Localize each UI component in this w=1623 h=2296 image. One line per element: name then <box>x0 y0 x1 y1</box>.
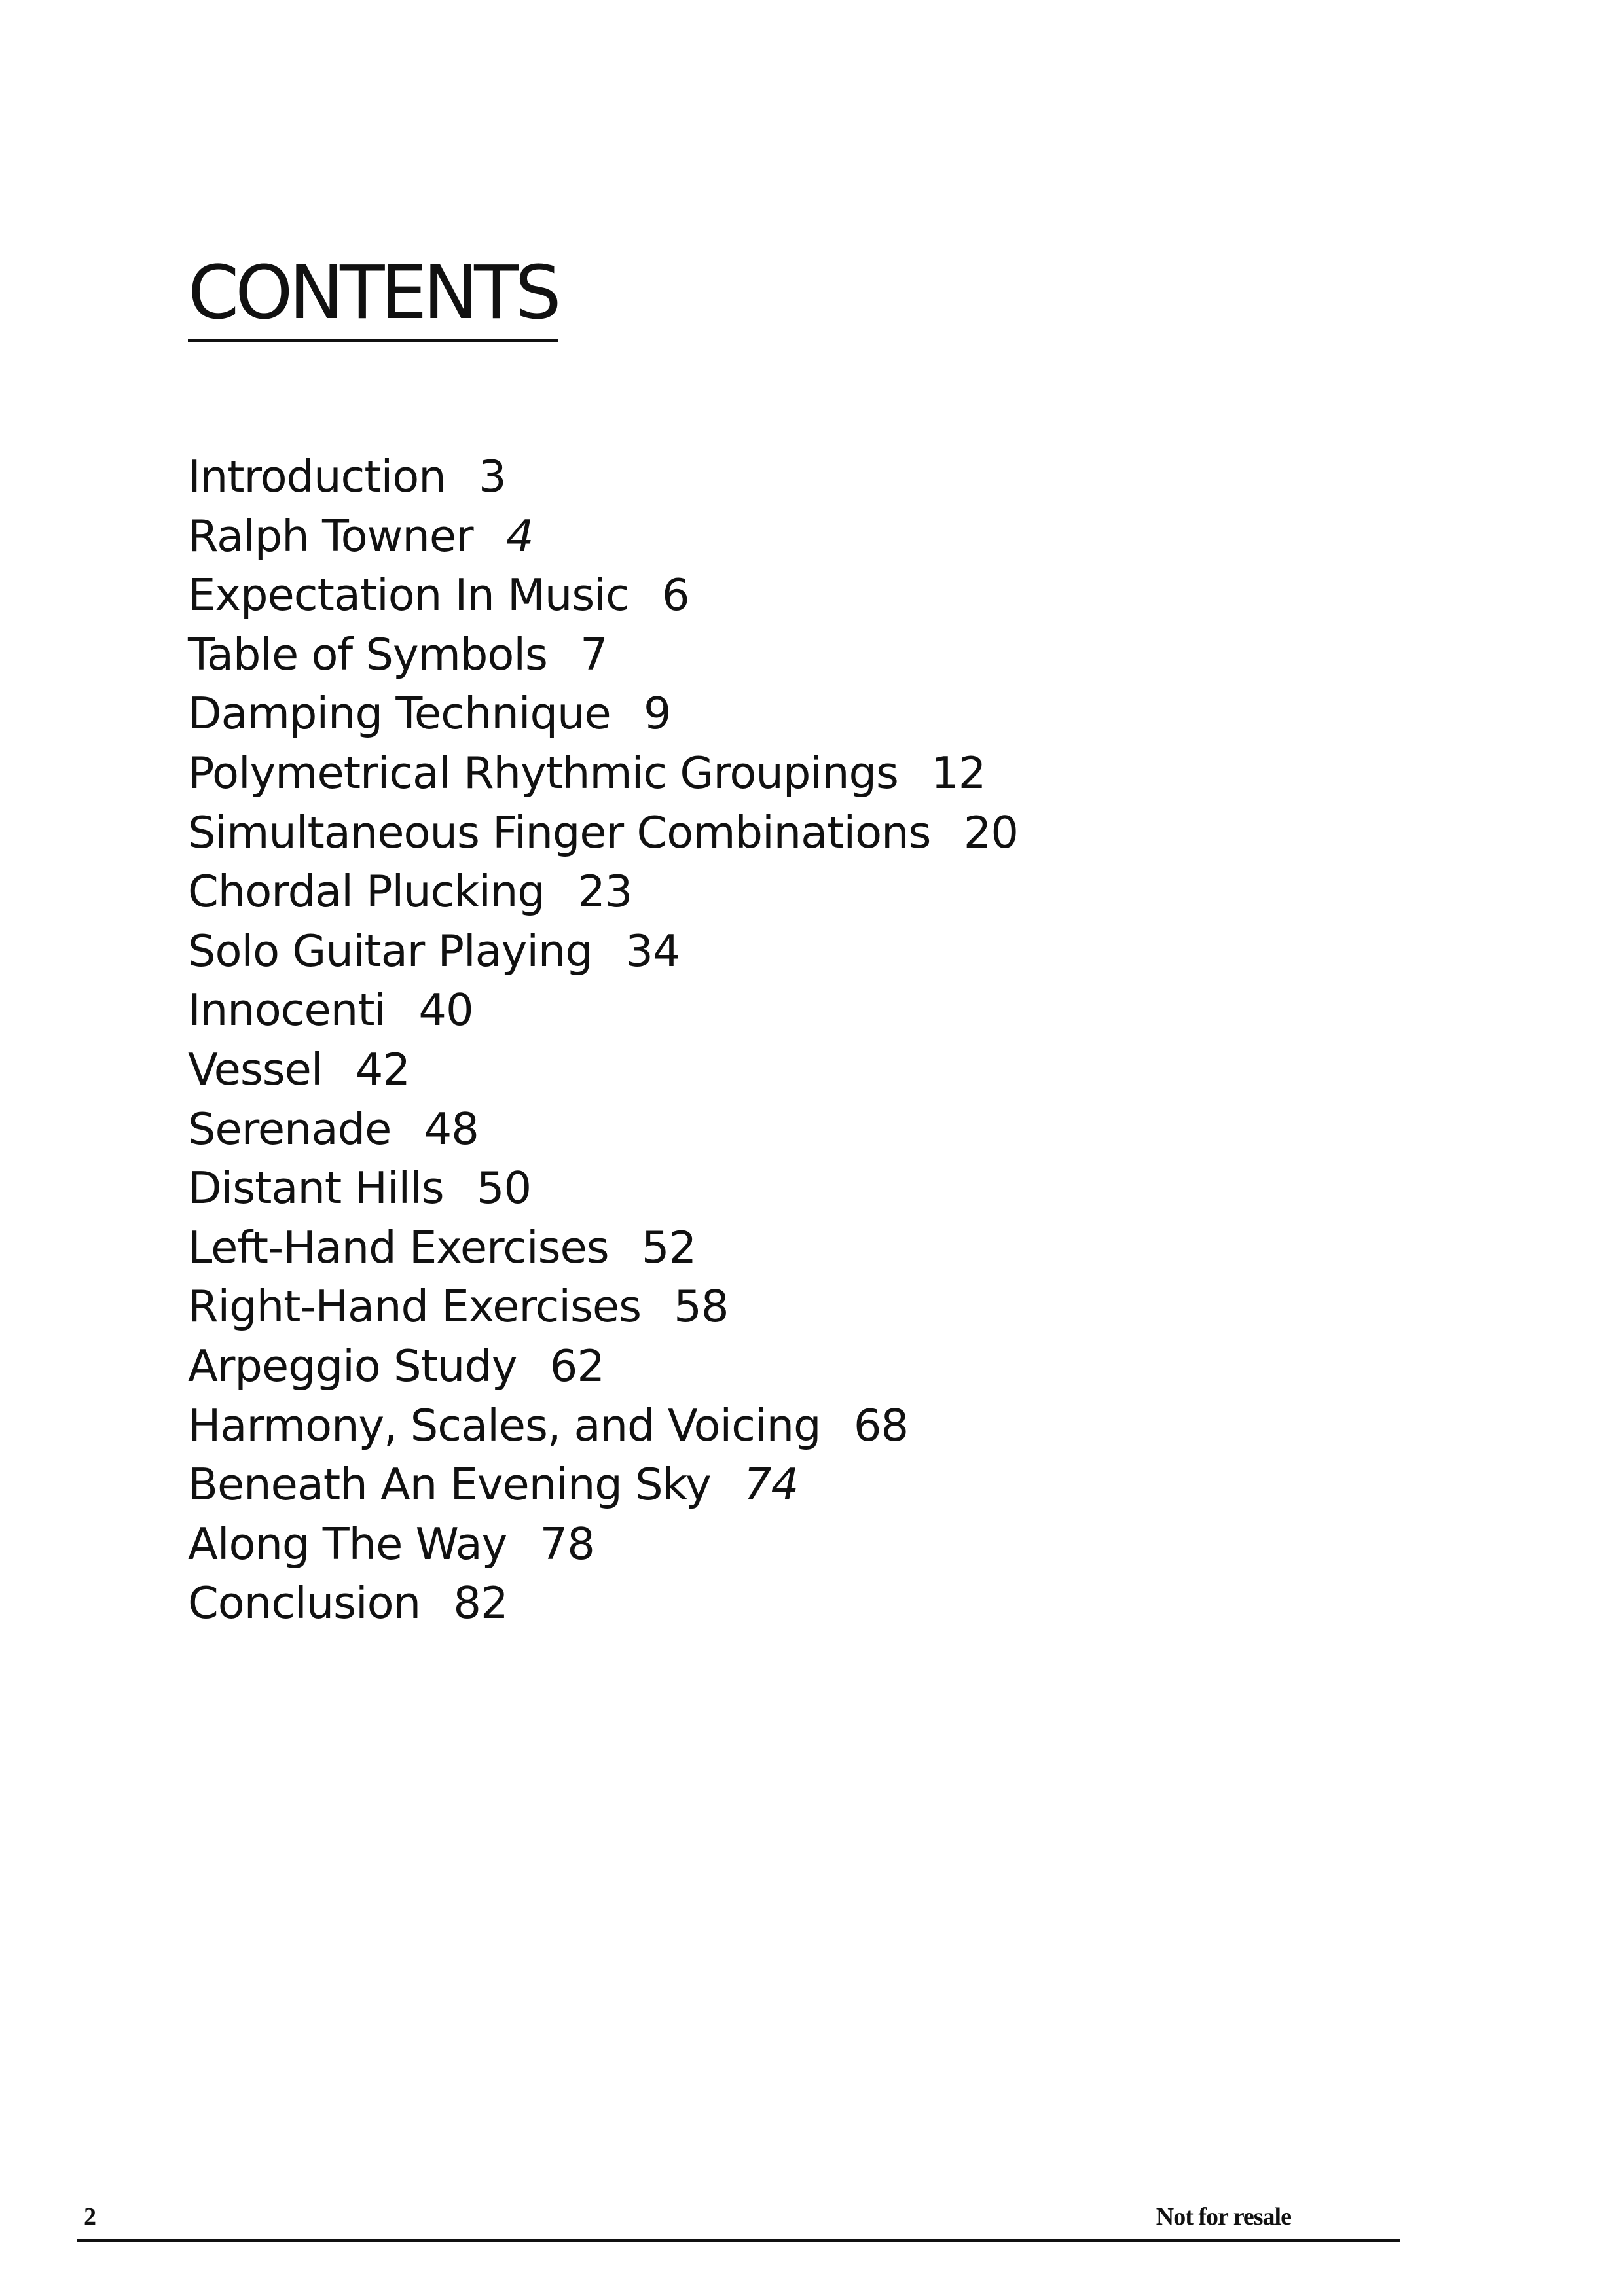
toc-entry-label: Solo Guitar Playing <box>188 925 593 977</box>
toc-entry-page: 20 <box>963 806 1018 858</box>
toc-entry[interactable] <box>188 1455 1018 1515</box>
toc-entry-page: 4 <box>505 510 534 562</box>
toc-entry[interactable] <box>188 1573 1018 1633</box>
toc-entry-page: 52 <box>641 1221 697 1273</box>
toc-entry-page: 68 <box>853 1399 909 1451</box>
toc-entry-label: Expectation In Music <box>188 569 629 621</box>
toc-entry-page: 82 <box>453 1577 508 1629</box>
toc-entry-page: 74 <box>743 1459 799 1511</box>
toc-entry-page: 58 <box>674 1281 729 1333</box>
toc-entry-label: Introduction <box>188 451 446 502</box>
toc-entry-label: Innocenti <box>188 984 386 1036</box>
toc-entry-label: Along The Way <box>188 1518 507 1570</box>
footer-divider <box>77 2239 1400 2242</box>
toc-entry-page: 48 <box>424 1103 479 1155</box>
toc-entry-label: Conclusion <box>188 1577 421 1629</box>
toc-entry-label: Vessel <box>188 1043 323 1095</box>
toc-entry[interactable] <box>188 744 1018 803</box>
page-title: CONTENTS <box>188 257 558 342</box>
toc-entry[interactable] <box>188 862 1018 922</box>
toc-entry[interactable] <box>188 447 1018 507</box>
toc-entry[interactable] <box>188 1218 1018 1278</box>
toc-entry[interactable] <box>188 1515 1018 1574</box>
toc-entry-label: Arpeggio Study <box>188 1340 517 1391</box>
toc-entry[interactable] <box>188 1336 1018 1396</box>
toc-entry-label: Table of Symbols <box>188 628 547 680</box>
toc-entry-page: 34 <box>625 925 680 977</box>
toc-entry-page: 12 <box>931 747 986 798</box>
toc-entry-page: 9 <box>643 688 671 740</box>
toc-entry-label: Beneath An Evening Sky <box>188 1459 711 1511</box>
footer-note: Not for resale <box>1156 2203 1291 2231</box>
toc-entry[interactable] <box>188 922 1018 981</box>
toc-entry-page: 78 <box>539 1518 594 1570</box>
toc-entry[interactable] <box>188 507 1018 566</box>
toc-entry[interactable] <box>188 625 1018 685</box>
toc-entry-label: Right-Hand Exercises <box>188 1281 642 1333</box>
toc-entry-page: 3 <box>478 451 506 502</box>
toc-entry-label: Damping Technique <box>188 688 611 740</box>
toc-entry-label: Polymetrical Rhythmic Groupings <box>188 747 898 798</box>
toc-entry[interactable] <box>188 1040 1018 1100</box>
footer-page-number: 2 <box>84 2203 96 2231</box>
toc-entry[interactable] <box>188 1396 1018 1456</box>
toc-entry-label: Ralph Towner <box>188 510 473 562</box>
toc-entry[interactable] <box>188 1158 1018 1218</box>
toc-entry[interactable] <box>188 1100 1018 1159</box>
toc-entry-label: Simultaneous Finger Combinations <box>188 806 931 858</box>
toc-entry-page: 7 <box>580 628 608 680</box>
toc-entry-page: 6 <box>661 569 689 621</box>
toc-entry[interactable] <box>188 565 1018 625</box>
toc-entry[interactable] <box>188 803 1018 863</box>
toc-entry[interactable] <box>188 684 1018 744</box>
toc-entry-page: 40 <box>418 984 473 1036</box>
toc-entry[interactable] <box>188 1277 1018 1336</box>
toc-entry-label: Distant Hills <box>188 1162 444 1214</box>
toc-entry-label: Left-Hand Exercises <box>188 1221 609 1273</box>
toc-entry-page: 23 <box>577 866 632 918</box>
toc-entry-page: 50 <box>476 1162 532 1214</box>
toc-entry-label: Chordal Plucking <box>188 866 545 918</box>
toc-entry-label: Harmony, Scales, and Voicing <box>188 1399 821 1451</box>
toc-entry-label: Serenade <box>188 1103 392 1155</box>
toc-entry[interactable] <box>188 980 1018 1040</box>
toc-entry-page: 42 <box>355 1043 410 1095</box>
toc-entry-page: 62 <box>549 1340 605 1391</box>
table-of-contents <box>188 447 1018 1633</box>
